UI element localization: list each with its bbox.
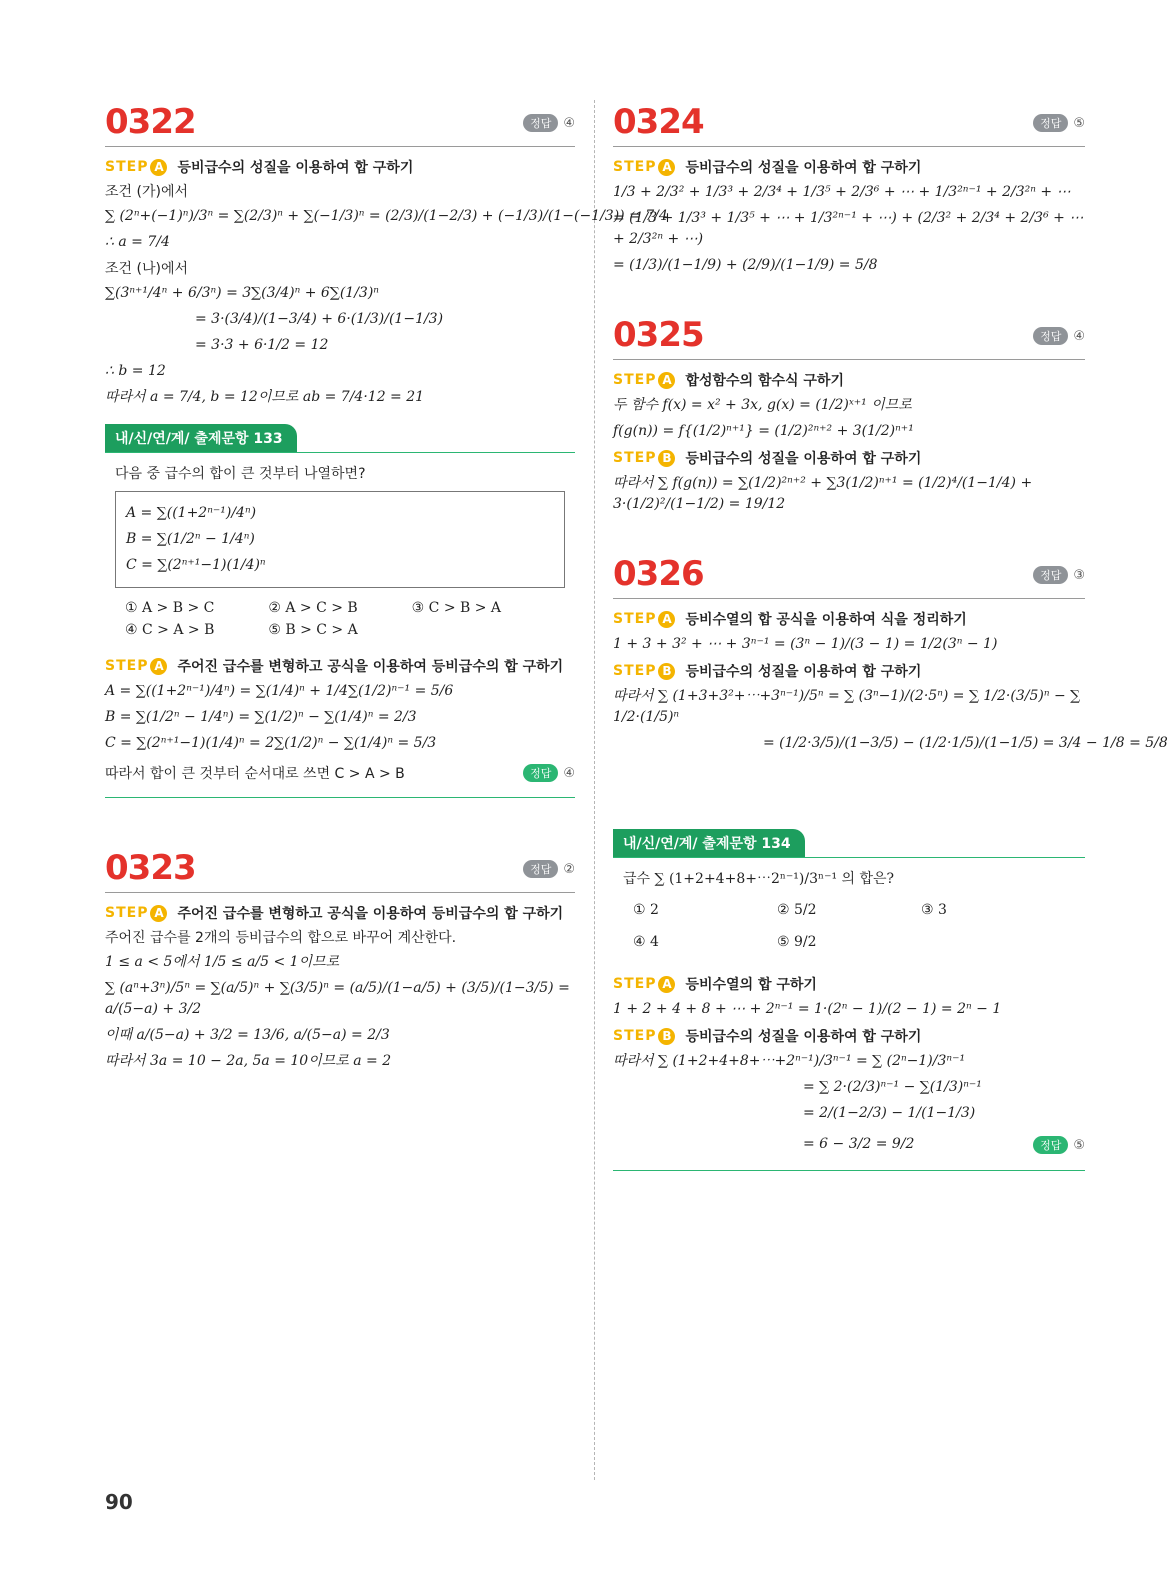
- solution-line: ∴ b = 12: [105, 363, 166, 379]
- answer-label: 정답: [523, 114, 558, 132]
- right-column: [613, 100, 1168, 1177]
- choice-3[interactable]: ③ 3: [921, 902, 947, 918]
- page-number: 90: [105, 1490, 133, 1514]
- step-letter: A: [150, 905, 167, 922]
- answer-badge: [1033, 566, 1085, 584]
- linked-problem-header: [613, 829, 1085, 858]
- step-b-heading: [613, 448, 1085, 468]
- problem-0324: [613, 100, 1085, 276]
- section-divider: [105, 797, 575, 798]
- step-label: STEP: [105, 658, 149, 674]
- step-b-heading: [613, 661, 1085, 681]
- step-label: STEP: [613, 372, 657, 388]
- final-row: [613, 1129, 1085, 1160]
- step-b-heading: [613, 1026, 1085, 1046]
- solution-line: f(g(n)) = f{(1/2)ⁿ⁺¹} = (1/2)²ⁿ⁺² + 3(1/2)ⁿ⁺¹: [613, 423, 914, 439]
- step-a-heading: [613, 370, 1085, 390]
- choice-2[interactable]: ② 5/2: [777, 902, 817, 918]
- linked-problem-body: [613, 858, 1085, 968]
- problem-header: [105, 846, 575, 893]
- solution-line: 1 + 3 + 3² + ⋯ + 3ⁿ⁻¹ = (3ⁿ − 1)/(3 − 1) = 1/2(3ⁿ − 1): [613, 636, 998, 652]
- problem-number: 0322: [105, 102, 196, 142]
- linked-problem-133: [105, 424, 575, 798]
- solution-line: = ∑ 2·(2/3)ⁿ⁻¹ − ∑(1/3)ⁿ⁻¹: [803, 1079, 982, 1095]
- solution-line: A = ∑((1+2ⁿ⁻¹)/4ⁿ) = ∑(1/4)ⁿ + 1/4∑(1/2)ⁿ⁻¹ = 5/6: [105, 683, 454, 699]
- answer-label: 정답: [1033, 327, 1068, 345]
- answer-badge: [523, 860, 575, 878]
- step-a-heading: [613, 974, 1085, 994]
- step-label: STEP: [613, 1028, 657, 1044]
- step-letter: A: [658, 372, 675, 389]
- step-letter: A: [658, 159, 675, 176]
- solution-line: ∑(3ⁿ⁺¹/4ⁿ + 6/3ⁿ) = 3∑(3/4)ⁿ + 6∑(1/3)ⁿ: [105, 285, 379, 301]
- answer-value: ④: [1073, 329, 1085, 344]
- problem-number: 0326: [613, 554, 704, 594]
- solution-line: ∑ (2ⁿ+(−1)ⁿ)/3ⁿ = ∑(2/3)ⁿ + ∑(−1/3)ⁿ = (2/3)/(1−2/3) + (−1/3)/(1−(−1/3)) = 7/4: [105, 208, 668, 224]
- linked-problem-body: [105, 453, 575, 650]
- solution-line: 따라서 ∑ (1+3+3²+⋯+3ⁿ⁻¹)/5ⁿ = ∑ (3ⁿ−1)/(2·5ⁿ) = ∑ 1/2·(3/5)ⁿ − ∑ 1/2·(1/5)ⁿ: [613, 688, 1081, 725]
- choice-5[interactable]: ⑤ B > C > A: [268, 622, 358, 638]
- conclusion-text: 따라서 합이 큰 것부터 순서대로 쓰면 C > A > B: [105, 766, 405, 782]
- solution-line: C = ∑(2ⁿ⁺¹−1)(1/4)ⁿ = 2∑(1/2)ⁿ − ∑(1/4)ⁿ = 5/3: [105, 735, 437, 751]
- step-label: STEP: [613, 159, 657, 175]
- solution-line: = 3·(3/4)/(1−3/4) + 6·(1/3)/(1−1/3): [195, 311, 444, 327]
- solution-line: 주어진 급수를 2개의 등비급수의 합으로 바꾸어 계산한다.: [105, 930, 457, 946]
- solution-line: 따라서 ∑ (1+2+4+8+⋯+2ⁿ⁻¹)/3ⁿ⁻¹ = ∑ (2ⁿ−1)/3ⁿ⁻¹: [613, 1053, 966, 1069]
- problem-0325: [613, 313, 1085, 515]
- solution-line: 1 + 2 + 4 + 8 + ⋯ + 2ⁿ⁻¹ = 1·(2ⁿ − 1)/(2 − 1) = 2ⁿ − 1: [613, 1001, 1002, 1017]
- solution-line: 두 함수 f(x) = x² + 3x, g(x) = (1/2)ˣ⁺¹ 이므로: [613, 397, 912, 413]
- step-title: 등비수열의 합 공식을 이용하여 식을 정리하기: [685, 612, 967, 628]
- column-divider: [594, 100, 595, 1480]
- step-letter: A: [150, 159, 167, 176]
- answer-label: 정답: [1033, 566, 1068, 584]
- problem-number: 0325: [613, 315, 704, 355]
- step-title: 등비급수의 성질을 이용하여 합 구하기: [685, 451, 922, 467]
- section-divider: [613, 1170, 1085, 1171]
- step-title: 합성함수의 함수식 구하기: [685, 373, 844, 389]
- answer-badge: [523, 114, 575, 132]
- condition-a: A = ∑((1+2ⁿ⁻¹)/4ⁿ): [126, 505, 257, 521]
- answer-badge: [1033, 327, 1085, 345]
- problem-header: [613, 100, 1085, 147]
- step-title: 등비수열의 합 구하기: [685, 977, 817, 993]
- choice-list: [633, 902, 1065, 950]
- problem-0323: [105, 846, 575, 1072]
- solution-line: = (1/3 + 1/3³ + 1/3⁵ + ⋯ + 1/3²ⁿ⁻¹ + ⋯) + (2/3² + 2/3⁴ + 2/3⁶ + ⋯ + 2/3²ⁿ + ⋯): [613, 210, 1084, 247]
- answer-value: ④: [563, 766, 575, 781]
- choice-1[interactable]: ① A > B > C: [125, 600, 215, 616]
- problem-header: [613, 313, 1085, 360]
- answer-label: 정답: [523, 764, 558, 782]
- choice-list: [125, 600, 555, 638]
- problem-header: [613, 552, 1085, 599]
- solution-line: 조건 (나)에서: [105, 261, 188, 277]
- choice-2[interactable]: ② A > C > B: [268, 600, 358, 616]
- solution-line: = 6 − 3/2 = 9/2: [803, 1136, 915, 1152]
- solution-line: 이때 a/(5−a) + 3/2 = 13/6, a/(5−a) = 2/3: [105, 1027, 390, 1043]
- solution-line: ∴ a = 7/4: [105, 234, 170, 250]
- condition-c: C = ∑(2ⁿ⁺¹−1)(1/4)ⁿ: [126, 557, 266, 573]
- solution-line: = (1/3)/(1−1/9) + (2/9)/(1−1/9) = 5/8: [613, 257, 878, 273]
- step-letter: B: [658, 1028, 675, 1045]
- step-letter: A: [658, 976, 675, 993]
- step-title: 등비급수의 성질을 이용하여 합 구하기: [685, 1029, 922, 1045]
- condition-box: [115, 491, 565, 588]
- conclusion-row: [105, 759, 575, 787]
- answer-value: ②: [563, 862, 575, 877]
- problem-number: 0324: [613, 102, 704, 142]
- answer-value: ③: [1073, 568, 1085, 583]
- problem-0326: [613, 552, 1168, 754]
- solution-line: 조건 (가)에서: [105, 184, 188, 200]
- step-title: 등비급수의 성질을 이용하여 합 구하기: [685, 160, 922, 176]
- linked-problem-header: [105, 424, 575, 453]
- step-title: 등비급수의 성질을 이용하여 합 구하기: [685, 664, 922, 680]
- step-a-heading: [613, 157, 1085, 177]
- step-label: STEP: [613, 976, 657, 992]
- answer-badge: [1033, 114, 1085, 132]
- solution-line: 1 ≤ a < 5에서 1/5 ≤ a/5 < 1이므로: [105, 954, 340, 970]
- choice-5[interactable]: ⑤ 9/2: [777, 934, 817, 950]
- linked-problem-tag: 내/신/연/계/ 출제문항 133: [105, 424, 297, 452]
- step-letter: A: [150, 658, 167, 675]
- answer-value: ⑤: [1073, 116, 1085, 131]
- step-a-heading: [105, 656, 575, 676]
- solution-line: = (1/2·3/5)/(1−3/5) − (1/2·1/5)/(1−1/5) = 3/4 − 1/8 = 5/8: [763, 735, 1168, 751]
- step-title: 주어진 급수를 변형하고 공식을 이용하여 등비급수의 합 구하기: [177, 659, 564, 675]
- step-label: STEP: [613, 611, 657, 627]
- step-label: STEP: [105, 159, 149, 175]
- choice-4[interactable]: ④ C > A > B: [125, 622, 215, 638]
- step-a-heading: [105, 157, 575, 177]
- step-letter: B: [658, 663, 675, 680]
- solution-line: ∑ (aⁿ+3ⁿ)/5ⁿ = ∑(a/5)ⁿ + ∑(3/5)ⁿ = (a/5)/(1−a/5) + (3/5)/(1−3/5) = a/(5−a) + 3/2: [105, 980, 570, 1017]
- choice-4[interactable]: ④ 4: [633, 934, 659, 950]
- solution-line: = 3·3 + 6·1/2 = 12: [195, 337, 329, 353]
- answer-value: ⑤: [1073, 1137, 1085, 1153]
- solution-line: 1/3 + 2/3² + 1/3³ + 2/3⁴ + 1/3⁵ + 2/3⁶ + ⋯ + 1/3²ⁿ⁻¹ + 2/3²ⁿ + ⋯: [613, 184, 1071, 200]
- linked-problem-134: [613, 829, 1085, 1171]
- solution-line: 따라서 ∑ f(g(n)) = ∑(1/2)²ⁿ⁺² + ∑3(1/2)ⁿ⁺¹ = (1/2)⁴/(1−1/4) + 3·(1/2)²/(1−1/2) = 19/12: [613, 475, 1033, 512]
- linked-problem-tag: 내/신/연/계/ 출제문항 134: [613, 829, 805, 857]
- step-a-heading: [105, 903, 575, 923]
- step-letter: A: [658, 611, 675, 628]
- question-text: 급수 ∑ (1+2+4+8+⋯2ⁿ⁻¹)/3ⁿ⁻¹ 의 합은?: [623, 871, 895, 887]
- step-title: 등비급수의 성질을 이용하여 합 구하기: [177, 160, 414, 176]
- step-letter: B: [658, 450, 675, 467]
- question-text: 다음 중 급수의 합이 큰 것부터 나열하면?: [115, 466, 366, 482]
- answer-badge: [1033, 1136, 1085, 1154]
- solution-line: 따라서 3a = 10 − 2a, 5a = 10이므로 a = 2: [105, 1053, 392, 1069]
- step-title: 주어진 급수를 변형하고 공식을 이용하여 등비급수의 합 구하기: [177, 906, 564, 922]
- condition-b: B = ∑(1/2ⁿ − 1/4ⁿ): [126, 531, 255, 547]
- step-a-heading: [613, 609, 1085, 629]
- step-label: STEP: [613, 663, 657, 679]
- step-label: STEP: [105, 905, 149, 921]
- choice-3[interactable]: ③ C > B > A: [411, 600, 502, 616]
- problem-number: 0323: [105, 848, 196, 888]
- solution-line: 따라서 a = 7/4, b = 12이므로 ab = 7/4·12 = 21: [105, 389, 425, 405]
- choice-1[interactable]: ① 2: [633, 902, 659, 918]
- answer-badge: [523, 764, 575, 782]
- answer-label: 정답: [523, 860, 558, 878]
- answer-label: 정답: [1033, 1136, 1068, 1154]
- step-label: STEP: [613, 450, 657, 466]
- problem-header: [105, 100, 575, 147]
- answer-label: 정답: [1033, 114, 1068, 132]
- solution-line: B = ∑(1/2ⁿ − 1/4ⁿ) = ∑(1/2)ⁿ − ∑(1/4)ⁿ = 2/3: [105, 709, 417, 725]
- answer-value: ④: [563, 116, 575, 131]
- solution-line: = 2/(1−2/3) − 1/(1−1/3): [803, 1105, 976, 1121]
